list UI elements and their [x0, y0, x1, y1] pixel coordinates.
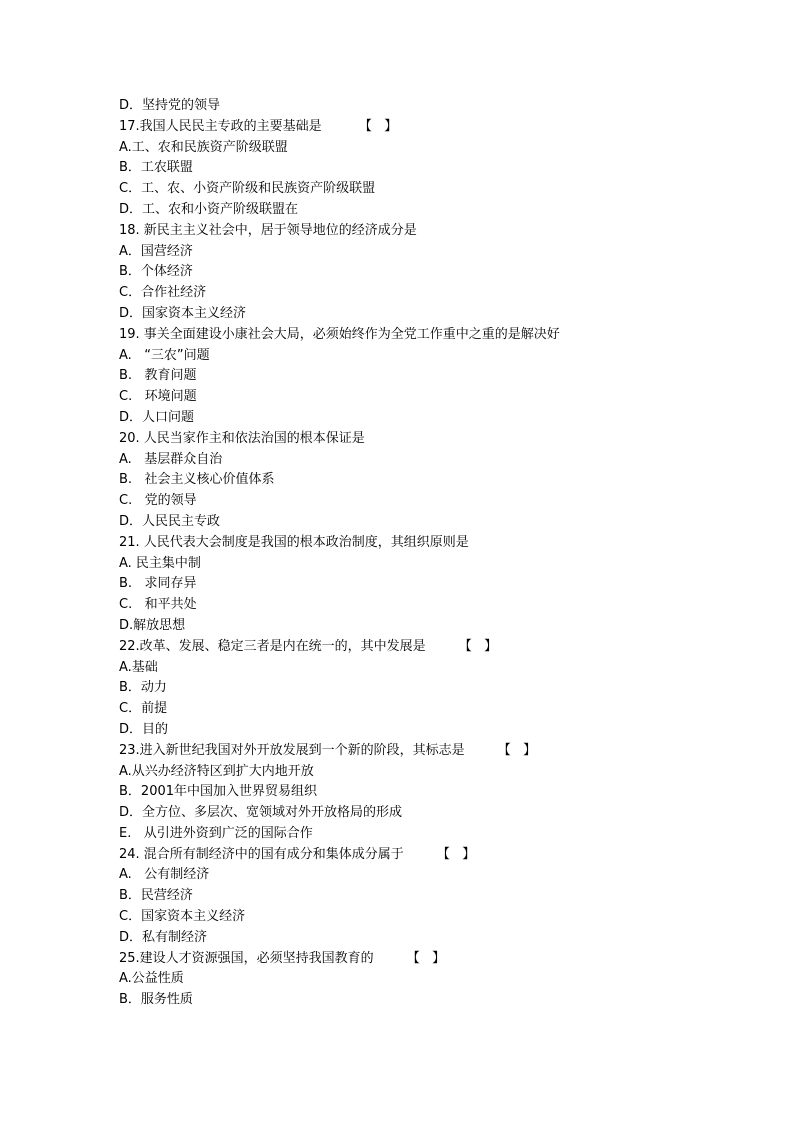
- option-line: C．国家资本主义经济: [119, 909, 246, 925]
- option-line: C. 党的领导: [119, 493, 197, 509]
- option-line: C. 环境问题: [119, 389, 197, 405]
- option-line: A.公益性质: [119, 971, 184, 987]
- option-line: B．2001年中国加入世界贸易组织: [119, 784, 318, 800]
- option-line: B．服务性质: [119, 992, 193, 1008]
- option-line: B．个体经济: [119, 264, 193, 280]
- option-line: A. 基层群众自治: [119, 451, 223, 467]
- question-24: 24. 混合所有制经济中的国有成分和集体成分属于 【 】: [119, 846, 476, 862]
- question-23: 23.进入新世纪我国对外开放发展到一个新的阶段，其标志是 【 】: [119, 742, 537, 758]
- option-line: D．目的: [119, 721, 169, 737]
- question-21: 21. 人民代表大会制度是我国的根本政治制度，其组织原则是: [119, 534, 469, 550]
- option-line: A.从兴办经济特区到扩大内地开放: [119, 763, 314, 779]
- option-line: A.基础: [119, 659, 158, 675]
- option-line: D．国家资本主义经济: [119, 305, 247, 321]
- option-line: D．人口问题: [119, 409, 195, 425]
- option-line: D．私有制经济: [119, 929, 208, 945]
- document-page: [119, 96, 719, 1011]
- option-line: C．工、农、小资产阶级和民族资产阶级联盟: [119, 181, 376, 197]
- option-line: C．前提: [119, 701, 168, 717]
- option-line: D．工、农和小资产阶级联盟在: [119, 201, 299, 217]
- option-line: B. 教育问题: [119, 368, 197, 384]
- question-25: 25.建设人才资源强国，必须坚持我国教育的 【 】: [119, 950, 446, 966]
- question-17: 17.我国人民民主专政的主要基础是 【 】: [119, 118, 398, 134]
- option-line: A．国营经济: [119, 243, 193, 259]
- question-22: 22.改革、发展、稳定三者是内在统一的，其中发展是 【 】: [119, 638, 498, 654]
- option-line: D.解放思想: [119, 617, 186, 633]
- question-20: 20. 人民当家作主和依法治国的根本保证是: [119, 430, 365, 446]
- option-line: C. 和平共处: [119, 597, 197, 613]
- option-line: E. 从引进外资到广泛的国际合作: [119, 825, 313, 841]
- option-line: B. 社会主义核心价值体系: [119, 472, 275, 488]
- option-line: B. 求同存异: [119, 576, 197, 592]
- option-line: A. “三农”问题: [119, 347, 210, 363]
- option-line: A.工、农和民族资产阶级联盟: [119, 139, 288, 155]
- option-line: B．民营经济: [119, 888, 193, 904]
- text-line: D．坚持党的领导: [119, 98, 221, 113]
- option-line: B．动力: [119, 680, 167, 696]
- option-line: D．人民民主专政: [119, 513, 221, 529]
- question-18: 18. 新民主主义社会中，居于领导地位的经济成分是: [119, 222, 417, 238]
- question-19: 19. 事关全面建设小康社会大局，必须始终作为全党工作重中之重的是解决好: [119, 326, 560, 342]
- option-line: D．全方位、多层次、宽领域对外开放格局的形成: [119, 805, 403, 821]
- option-line: A. 民主集中制: [119, 555, 201, 571]
- option-line: B．工农联盟: [119, 160, 193, 176]
- option-line: C．合作社经济: [119, 285, 207, 301]
- option-line: A. 公有制经济: [119, 867, 210, 883]
